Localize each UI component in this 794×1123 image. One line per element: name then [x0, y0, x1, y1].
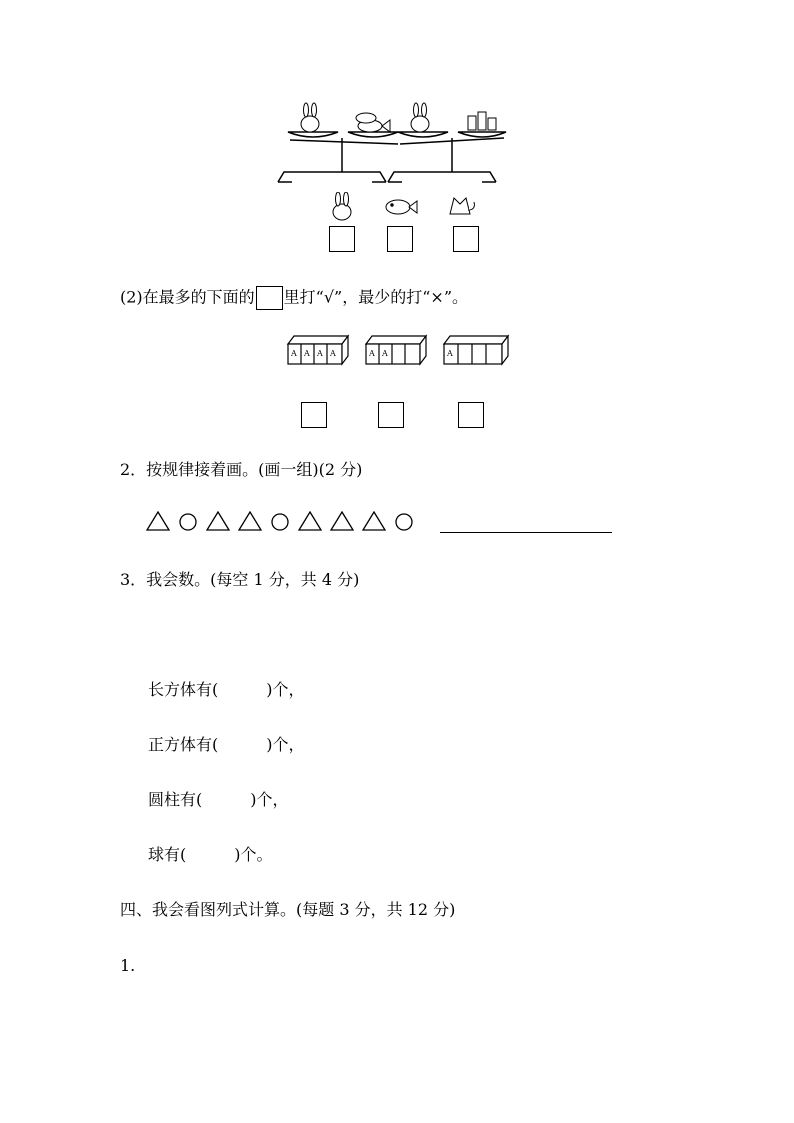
triangle-icon [238, 510, 262, 532]
right-balance-scale [388, 132, 506, 182]
circle-icon [270, 510, 290, 532]
q1-part2-instruction [120, 286, 468, 310]
answer-box-crate-2[interactable] [378, 402, 404, 428]
q2-heading: 2．按规律接着画。(画一组)(2 分) [120, 460, 363, 479]
circle-icon [178, 510, 198, 532]
count-cube: 正方体有( )个， [148, 735, 305, 754]
crate-full [286, 334, 350, 368]
svg-text:A: A [291, 349, 297, 358]
q1-part2-prefix: (2)在最多的下面的 [120, 287, 255, 307]
svg-text:A: A [330, 349, 336, 358]
rabbit-icon [411, 103, 429, 132]
rabbit-icon [326, 192, 358, 222]
fish-icon [384, 196, 418, 218]
svg-text:A: A [369, 349, 375, 358]
triangle-icon [362, 510, 386, 532]
q1-part2-suffix: 里打“√”，最少的打“×”。 [283, 287, 468, 307]
answer-box-rabbit[interactable] [329, 226, 355, 252]
count-cuboid: 长方体有( )个， [148, 680, 305, 699]
cat-icon [468, 112, 496, 130]
cat-icon [446, 192, 478, 220]
section4-title: 四、我会看图列式计算。(每题 3 分，共 12 分) [120, 900, 456, 919]
triangle-icon [146, 510, 170, 532]
triangle-icon [206, 510, 230, 532]
inline-answer-box [256, 286, 283, 310]
count-cylinder: 圆柱有( )个， [148, 790, 289, 809]
svg-text:A: A [317, 349, 323, 358]
rabbit-icon [301, 103, 319, 132]
balance-scales-figure [268, 100, 518, 190]
svg-text:A: A [447, 349, 453, 358]
triangle-icon [330, 510, 354, 532]
triangle-icon [298, 510, 322, 532]
answer-box-fish[interactable] [387, 226, 413, 252]
fish-icon [356, 113, 390, 132]
svg-text:A: A [382, 349, 388, 358]
q3-heading: 3．我会数。(每空 1 分，共 4 分) [120, 570, 360, 589]
left-balance-scale [278, 132, 398, 182]
circle-icon [394, 510, 414, 532]
crate-half [364, 334, 428, 368]
crate-low [442, 334, 510, 368]
section4-item-1: 1. [120, 956, 136, 975]
count-sphere: 球有( )个。 [148, 845, 273, 864]
answer-box-cat[interactable] [453, 226, 479, 252]
pattern-sequence [146, 510, 414, 532]
answer-box-crate-3[interactable] [458, 402, 484, 428]
pattern-answer-line[interactable] [440, 532, 612, 533]
svg-text:A: A [304, 349, 310, 358]
answer-box-crate-1[interactable] [301, 402, 327, 428]
